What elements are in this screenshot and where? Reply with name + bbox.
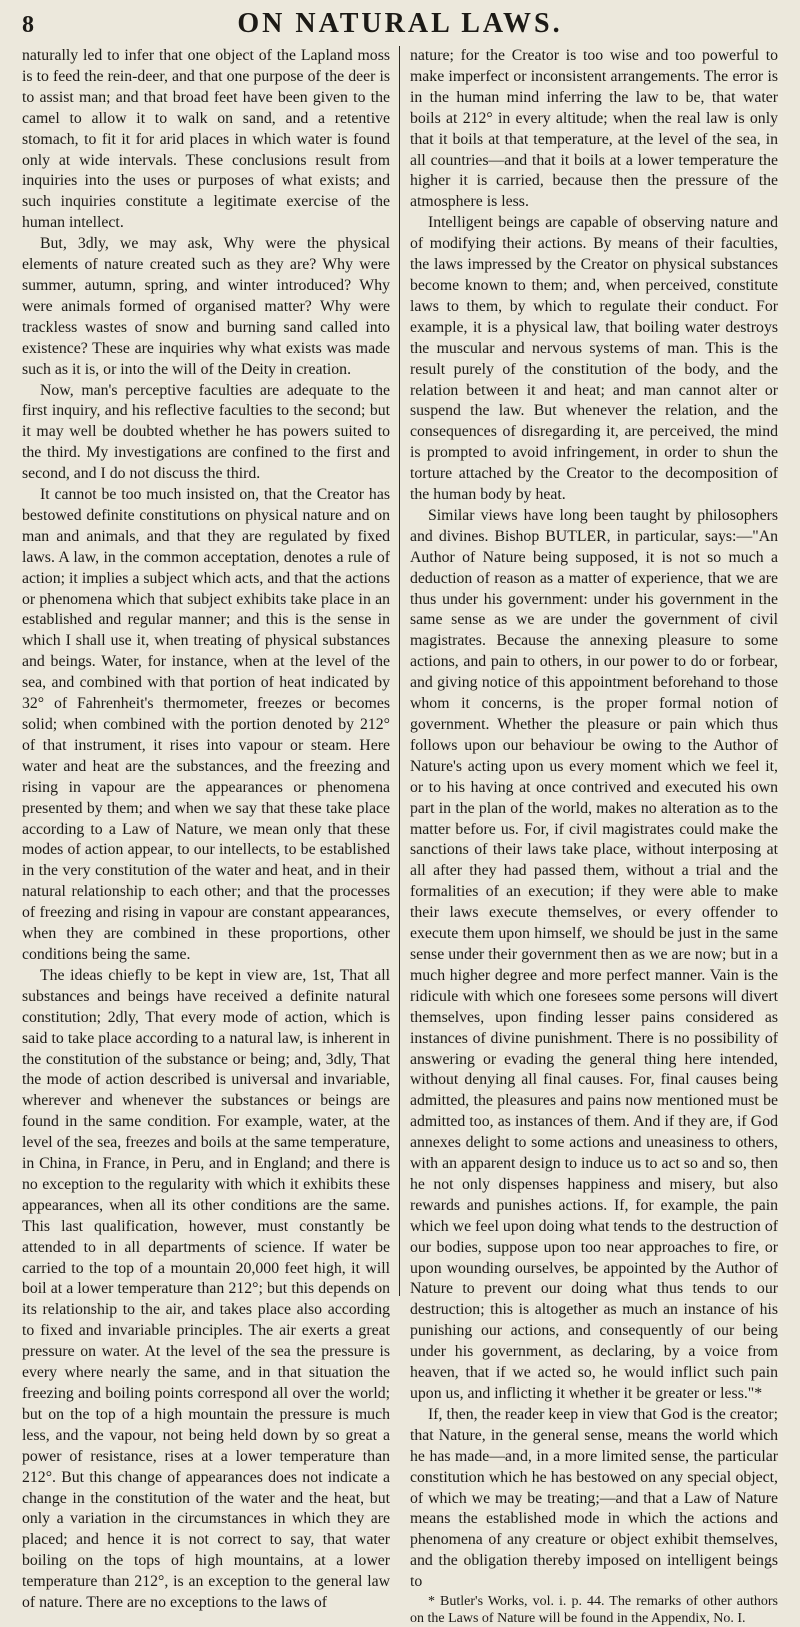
page-number: 8 — [22, 12, 34, 38]
footnote: * Butler's Works, vol. i. p. 44. The remarks of other authors on the Laws of Nature will be found in the Appendix, No. I. — [410, 1594, 778, 1627]
page-header — [22, 6, 778, 46]
paragraph: If, then, the reader keep in view that God is the creator; that Nature, in the general sense, means the world which he has made—and, in a more limited sense, the particular constitution which he has bestowed on any special object, of which we may be treating;—and that a Law of Nature means the established mode in which the actions and phenomena of any creature or object exhibit themselves, and the obligation thereby imposed on intelligent beings to — [410, 1405, 778, 1591]
paragraph: naturally led to infer that one object of the Lapland moss is to feed the rein-deer, and that one purpose of the deer is to assist man; and that broad feet have been given to the camel to allow it to walk on sand, and a retentive stomach, to fit it for arid places in which water is found only at wide intervals. These conclusions result from inquiries into the uses or purposes of what exists; and such inquiries constitute a legitimate exercise of the human intellect. — [22, 47, 390, 232]
text-columns — [22, 46, 778, 1627]
column-divider — [399, 46, 400, 1296]
paragraph: The ideas chiefly to be kept in view are, 1st, That all substances and beings have received a definite natural constitution; 2dly, That every mode of action, which is said to take place according to a natural law, is inherent in the constitution of the substance or being; and, 3dly, That the mode of action described is universal and invariable, wherever and whenever the substances or beings are found in the same condition. For example, water, at the level of the sea, freezes and boils at the same temperature, in China, in France, in Peru, and in England; and there is no exception to the regularity with which it exhibits these appearances, when all its other conditions are the same. This last qualification, however, must constantly be attended to in all departments of science. If water be carried to the top of a mountain 20,000 feet high, it will boil at a lower temperature than 212°; but this depends on its relationship to the air, and takes place also according to fixed and invariable principles. The air exerts a great pressure on water. At the level of the sea the pressure is every where nearly the same, and in that situation the freezing and boiling points correspond all over the world; but on the top of a high mountain the pressure is much less, and the vapour, not being held down by so great a power of resistance, rises at a lower temperature than 212°. But this change of appearances does not indicate a change in the constitution of the water and the heat, but only a variation in the circumstances in which they are placed; and hence it is not correct to say, that water boiling on the tops of high mountains, at a lower temperature than 212°, is an exception to the general law of nature. There are no exceptions to the laws of — [22, 966, 390, 1612]
paragraph: nature; for the Creator is too wise and too powerful to make imperfect or inconsistent arrangements. The error is in the human mind inferring the law to be, that water boils at 212° in every altitude; when the real law is only that it boils at that temperature, at the level of the sea, in all countries—and that it boils at a lower temperature the higher it is carried, because then the pressure of the atmosphere is less. — [410, 47, 778, 211]
paragraph: Now, man's perceptive faculties are adequate to the first inquiry, and his reflective faculties to the second; but it may well be doubted whether he has powers suited to the third. My investigations are confined to the first and second, and I do not discuss the third. — [22, 381, 390, 483]
running-title: ON NATURAL LAWS. — [237, 8, 563, 39]
paragraph: Similar views have long been taught by philosophers and divines. Bishop BUTLER, in particular, says:—"An Author of Nature being supposed, it is not so much a deduction of reason as a matter of experience, that we are thus under his government: under his government in the same sense as we are under the government of civil magistrates. Because the annexing pleasure to some actions, and pain to others, in our power to do or forbear, and giving notice of this appointment beforehand to those whom it concerns, is the proper formal notion of government. Whether the pleasure or pain which thus follows upon our behaviour be owing to the Author of Nature's acting upon us every moment which we feel it, or to his having at once contrived and executed his own part in the plan of the world, makes no alteration as to the matter before us. For, if civil magistrates could make the sanctions of their laws take place, without interposing at all after they had passed them, without a trial and the formalities of an execution; if they were able to make their laws execute themselves, or every offender to execute them upon himself, we should be just in the same sense under their government then as we are now; but in a much higher degree and more perfect manner. Vain is the ridicule with which one foresees some persons will divert themselves, upon finding lesser pains considered as instances of divine punishment. There is no possibility of answering or evading the general thing here intended, without denying all final causes. For, final causes being admitted, the pleasures and pains now mentioned must be admitted too, as instances of them. And if they are, if God annexes delight to some actions and uneasiness to others, with an apparent design to induce us to act so and so, then he not only dispenses happiness and misery, but also rewards and punishes actions. If, for example, the pain which we feel upon doing what tends to the destruction of our bodies, suppose upon too near approaches to fire, or upon wounding ourselves, be appointed by the Author of Nature to prevent our doing what thus tends to our destruction; this is altogether as much an instance of his punishing our actions, and consequently of our being under his government, as declaring, by a voice from heaven, that if we acted so, he would inflict such pain upon us, and inflicting it whether it be greater or less."* — [410, 506, 778, 1402]
paragraph: Intelligent beings are capable of observing nature and of modifying their actions. By means of their faculties, the laws impressed by the Creator on physical substances become known to them; and, when perceived, constitute laws to them, by which to regulate their conduct. For example, it is a physical law, that boiling water destroys the muscular and nervous systems of man. This is the result purely of the constitution of the body, and the relation between it and heat; and man cannot alter or suspend the law. But whenever the relation, and the consequences of disregarding it, are perceived, the mind is prompted to avoid infringement, in order to shun the torture attached by the Creator to the decomposition of the human body by heat. — [410, 214, 778, 504]
left-column — [22, 46, 390, 1627]
paragraph: It cannot be too much insisted on, that the Creator has bestowed definite constitutions on physical nature and on man and animals, and that they are regulated by fixed laws. A law, in the common acceptation, denotes a rule of action; it implies a subject which acts, and that the actions or phenomena which that subject exhibits take place in an established and regular manner; and this is the sense in which I shall use it, when treating of physical substances and beings. Water, for instance, when at the level of the sea, and combined with that portion of heat indicated by 32° of Fahrenheit's thermometer, freezes or becomes solid; when combined with the portion denoted by 212° of that instrument, it rises into vapour or steam. Here water and heat are the substances, and the freezing and rising in vapour are the appearances or phenomena presented by them; and when we say that these take place according to a Law of Nature, we mean only that these modes of action appear, to our intellects, to be established in the very constitution of the water and heat, and in their natural relationship to each other; and that the processes of freezing and rising in vapour are constant appearances, when they are combined in these proportions, other conditions being the same. — [22, 486, 390, 963]
paragraph: But, 3dly, we may ask, Why were the physical elements of nature created such as they are? Why were summer, autumn, spring, and winter introduced? Why were animals formed of organised matter? Why were trackless wastes of snow and burning sand called into existence? These are inquiries why what exists was made such as it is, or into the will of the Deity in creation. — [22, 235, 390, 378]
right-column — [410, 46, 778, 1627]
